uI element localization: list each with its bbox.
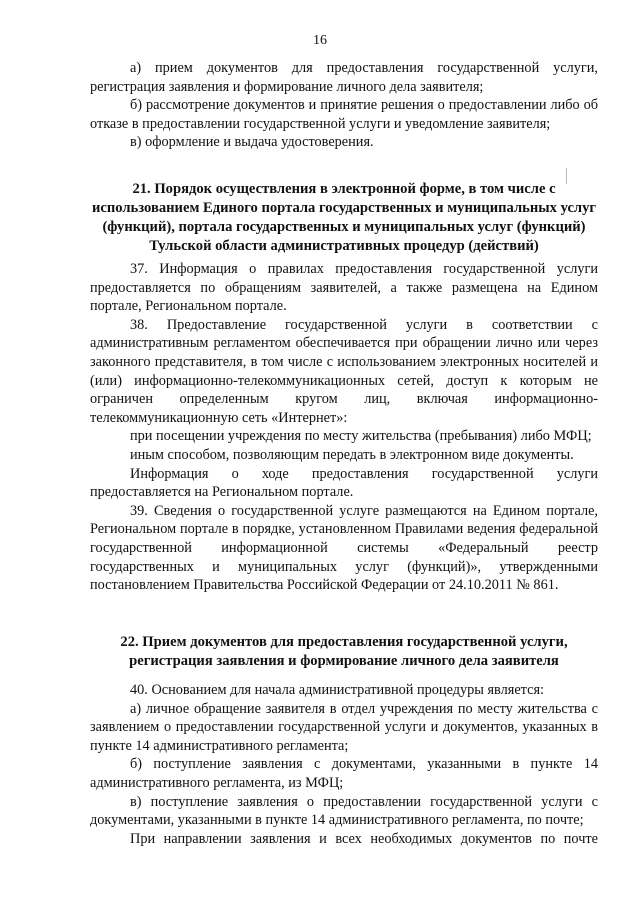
stages-list xyxy=(90,59,598,152)
paragraph-40: 40. Основанием для начала административной процедуры является: xyxy=(130,682,544,698)
trailing-line: При направлении заявления и всех необходимых документов по почте xyxy=(130,830,598,847)
stage-b: б) рассмотрение документов и принятие решения о предоставлении либо об отказе в предоставлении государственной услуги и уведомление заявителя; xyxy=(90,97,598,132)
paragraph-39: 39. Сведения о государственной услуге размещаются на Едином портале, Региональном портале в порядке, установленном Правилами ведения федеральной государственной информационной системы «Федеральный реестр государственных и муниципальных услуг (функций)», утвержденными постановлением Правительства Российской Федерации от 24.10.2011 № 861. xyxy=(90,502,598,594)
paragraph-38: 38. Предоставление государственной услуги в соответствии с административным регламентом обеспечивается при обращении лично или через законного представителя, в том числе с использованием электронных носителей и (или) информационно-телекоммуникационных сетей, доступ к которым не ограничен определенным кругом лиц, включая информационно-телекоммуникационную сеть «Интернет»: xyxy=(90,316,598,426)
paragraph-38-info: Информация о ходе предоставления государственной услуги предоставляется на Региональном портале. xyxy=(90,465,598,501)
paragraph-38-item-2: иным способом, позволяющим передать в электронном виде документы. xyxy=(130,446,574,463)
stage-a: а) прием документов для предоставления государственной услуги, регистрация заявления и формирование личного дела заявителя; xyxy=(90,60,598,95)
page-number: 16 xyxy=(313,33,327,48)
stage-c: в) оформление и выдача удостоверения. xyxy=(130,134,374,151)
paragraph-37: 37. Информация о правилах предоставления государственной услуги предоставляется по обращениям заявителей, а также размещена на Едином портале, Региональном портале. xyxy=(90,261,598,315)
section-22-body xyxy=(90,681,598,848)
section-21-body xyxy=(90,260,598,595)
paragraph-40-b: б) поступление заявления с документами, указанными в пункте 14 административного регламента, из МФЦ; xyxy=(90,756,598,791)
paragraph-40-a: а) личное обращение заявителя в отдел учреждения по месту жительства с заявлением о предоставлении государственной услуги и документов, указанных в пункте 14 административного регламента; xyxy=(90,700,598,754)
paragraph-38-item-1: при посещении учреждения по месту жительства (пребывания) либо МФЦ; xyxy=(130,428,592,445)
paragraph-40-c: в) поступление заявления о предоставлении государственной услуги с документами, указанными в пункте 14 административного регламента, по почте; xyxy=(90,793,598,829)
section-22-heading: 22. Прием документов для предоставления государственной услуги, регистрация заявления и формирование личного дела заявителя xyxy=(120,634,568,669)
section-21-heading: 21. Порядок осуществления в электронной форме, в том числе с использованием Единого портала государственных и муниципальных услуг (функций), портала государственных и муниципальных услуг (функций) Тульской области административных процедур (действий) xyxy=(91,181,597,254)
